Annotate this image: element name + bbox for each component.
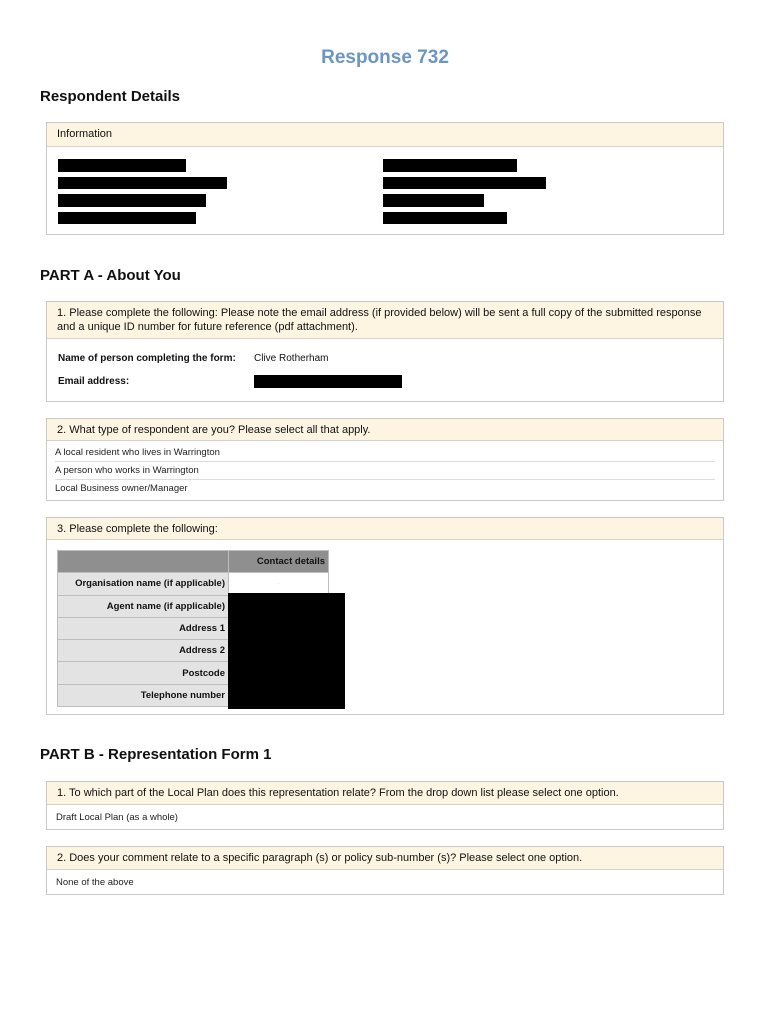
redacted-block <box>383 177 546 189</box>
row-label: Telephone number <box>58 684 229 706</box>
question-a2-panel <box>46 418 724 501</box>
table-header-blank <box>58 551 229 573</box>
redacted-block <box>383 159 517 172</box>
question-a2-text: 2. What type of respondent are you? Please select all that apply. <box>47 419 723 441</box>
table-row <box>58 573 329 595</box>
question-a3-text: 3. Please complete the following: <box>47 518 723 540</box>
page-title: Response 732 <box>321 47 449 68</box>
part-a-heading: PART A - About You <box>40 267 181 284</box>
name-field-value: Clive Rotherham <box>254 353 329 364</box>
question-a3-panel <box>46 517 724 715</box>
row-label: Organisation name (if applicable) <box>58 573 229 595</box>
row-label: Address 2 <box>58 640 229 662</box>
question-a1-text: 1. Please complete the following: Please note the email address (if provided below) will be sent a full copy of the submitted response and a unique ID number for future reference (pdf attachment). <box>47 302 723 339</box>
respondent-information-panel <box>46 122 724 235</box>
respondent-details-heading: Respondent Details <box>40 88 181 105</box>
email-field-label: Email address: <box>58 376 130 387</box>
respondent-type-option: A local resident who lives in Warrington <box>55 444 715 462</box>
question-b2-answer: None of the above <box>56 877 134 888</box>
respondent-type-option: A person who works in Warrington <box>55 462 715 480</box>
redacted-block <box>383 212 507 224</box>
redacted-contact-details <box>228 593 345 709</box>
redacted-block <box>58 212 196 224</box>
table-header-row <box>58 551 329 573</box>
part-b-heading: PART B - Representation Form 1 <box>40 746 272 763</box>
redacted-block <box>383 194 484 207</box>
question-b1-text: 1. To which part of the Local Plan does this representation relate? From the drop down list please select one option. <box>47 782 723 805</box>
table-header-contact-details: Contact details <box>229 551 329 573</box>
respondent-type-option: Local Business owner/Manager <box>55 483 188 494</box>
question-b1-panel <box>46 781 724 830</box>
redacted-email <box>254 375 402 388</box>
row-label: Agent name (if applicable) <box>58 595 229 617</box>
name-field-label: Name of person completing the form: <box>58 353 236 364</box>
row-value: - <box>229 573 329 595</box>
question-a1-panel <box>46 301 724 402</box>
redacted-block <box>58 194 206 207</box>
question-b2-panel <box>46 846 724 895</box>
question-b2-text: 2. Does your comment relate to a specific paragraph (s) or policy sub-number (s)? Please select one option. <box>47 847 723 870</box>
redacted-block <box>58 159 186 172</box>
row-label: Address 1 <box>58 617 229 639</box>
redacted-block <box>58 177 227 189</box>
row-label: Postcode <box>58 662 229 684</box>
information-panel-title: Information <box>47 123 723 147</box>
question-b1-answer: Draft Local Plan (as a whole) <box>56 812 178 823</box>
